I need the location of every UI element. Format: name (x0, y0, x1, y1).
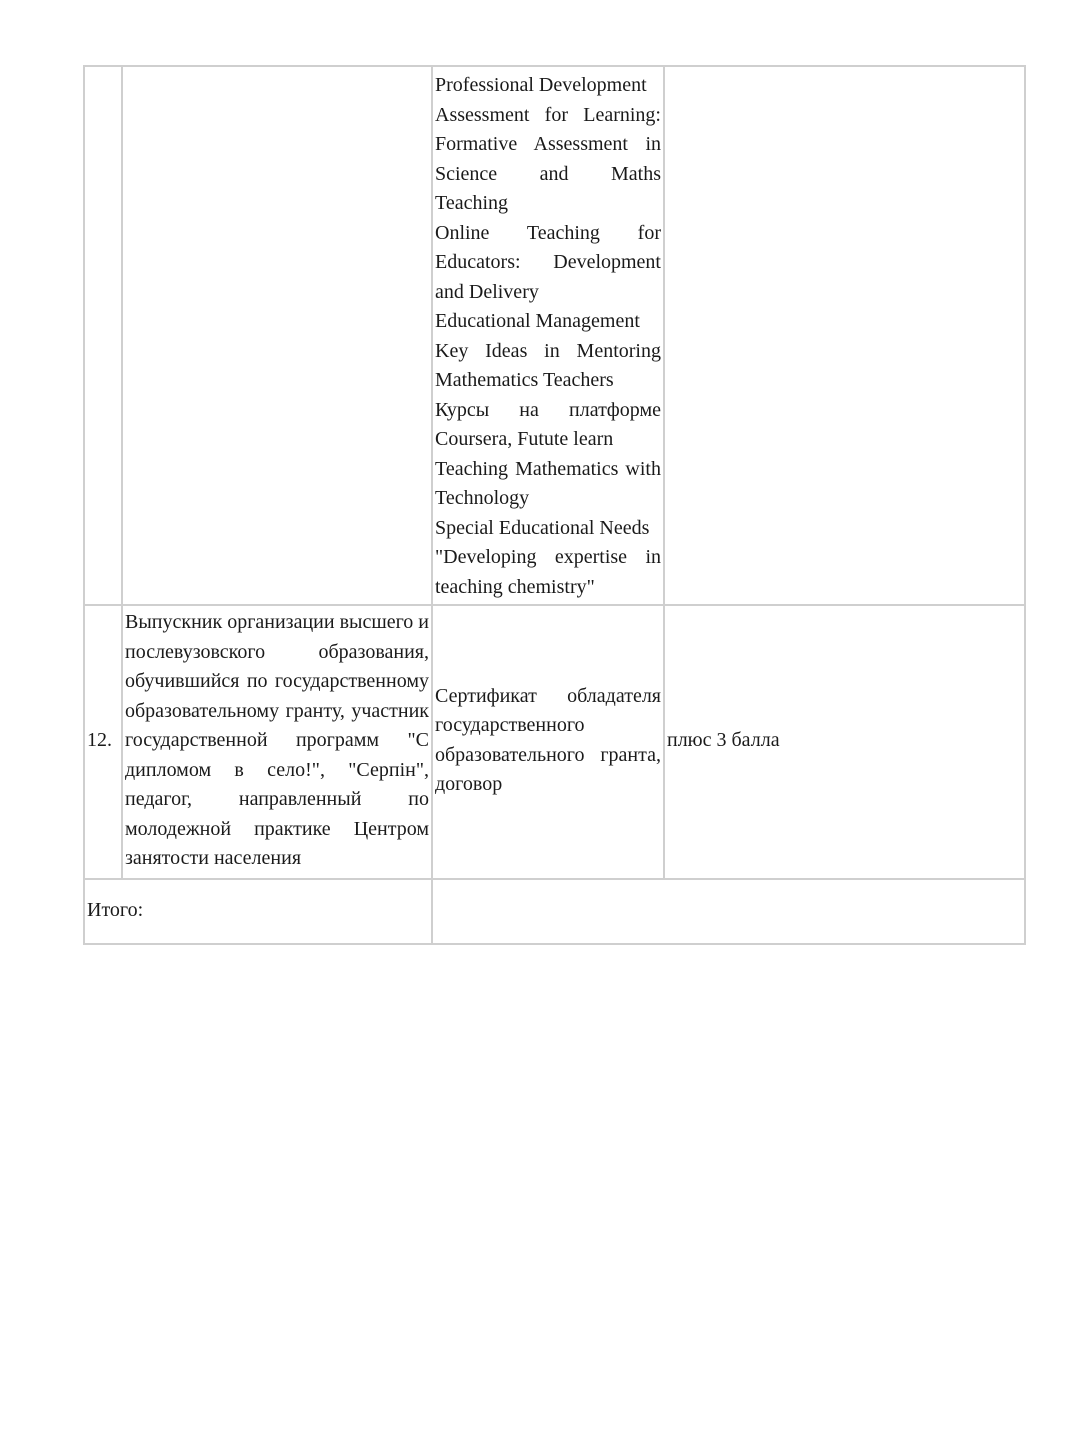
criterion-text: Выпускник организации высшего и послевузовского образования, обучившийся по государственному образовательному гранту, участник государственной программ "С дипломом в село!", "Серпін", педагог, направленный по молодежной практике Центром занятости населения (125, 611, 430, 869)
total-value-cell (432, 879, 1025, 944)
course-item: "Developing expertise in teaching chemistry" (435, 546, 661, 598)
courses-cell (432, 66, 664, 605)
document-text: Сертификат обладателя государственного образовательного гранта, договор (435, 684, 661, 796)
row-number-cell: 12. (84, 605, 122, 879)
total-label-cell: Итого: (84, 879, 432, 944)
score-cell: плюс 3 балла (664, 605, 1025, 879)
criterion-cell (122, 66, 432, 605)
course-item: Educational Management (435, 310, 640, 332)
course-item: Key Ideas in Mentoring Mathematics Teachers (435, 339, 661, 391)
table-row-total (84, 879, 1025, 944)
course-item: Курсы на платформе Coursera, Futute learn (435, 398, 661, 450)
criteria-table (83, 65, 1026, 945)
score-cell (664, 66, 1025, 605)
course-item: Special Educational Needs (435, 516, 650, 539)
criterion-cell (122, 605, 432, 879)
row-number-cell (84, 66, 122, 605)
table-row-12 (84, 605, 1025, 879)
course-item: Teaching Mathematics with Technology (435, 457, 661, 509)
table-row-continued (84, 66, 1025, 605)
document-cell (432, 605, 664, 879)
course-item: Online Teaching for Educators: Development and Delivery (435, 221, 661, 303)
course-item: Assessment for Learning: Formative Assessment in Science and Maths Teaching (435, 103, 661, 214)
course-item: Professional Development (435, 74, 647, 96)
